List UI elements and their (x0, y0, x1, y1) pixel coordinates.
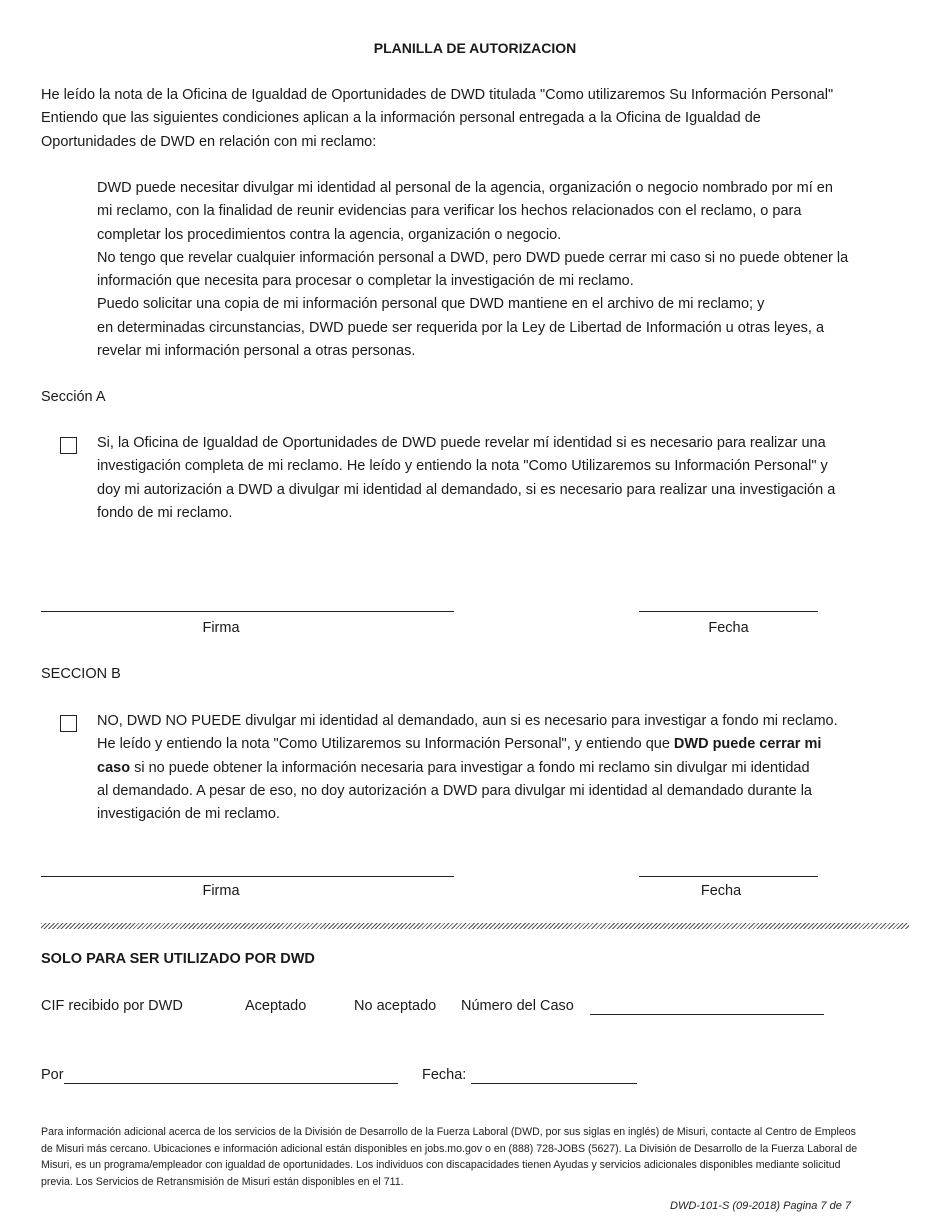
footer-line: previa. Los Servicios de Retransmisión de Misuri están disponibles en el 711. (41, 1175, 404, 1188)
section-b-date-label: Fecha (700, 883, 742, 899)
footer-line: de Misuri más cercano. Ubicaciones e información adicional están disponibles en jobs.mo.gov o en (888) 728-JOBS (5627). La División de Desarrollo de la Fuerza Laboral de (41, 1142, 858, 1155)
section-b-line: NO, DWD NO PUEDE divulgar mi identidad al demandado, aun si es necesario para investigar a fondo mi reclamo. (97, 713, 838, 729)
condition-line: No tengo que revelar cualquier información personal a DWD, pero DWD puede cerrar mi caso si no puede obtener la (97, 249, 849, 266)
office-date-label: Fecha: (422, 1067, 467, 1083)
section-b-heading: SECCION B (41, 666, 121, 682)
form-number: DWD-101-S (09-2018) Pagina 7 de 7 (670, 1200, 851, 1212)
condition-line: revelar mi información personal a otras personas. (97, 343, 416, 360)
footer-line: Para información adicional acerca de los servicios de la División de Desarrollo de la Fuerza Laboral (DWD, por sus siglas en inglés) de Misuri, contacte al Centro de Empleos (41, 1126, 856, 1138)
section-a-date-label: Fecha (708, 620, 749, 636)
case-number-label: Número del Caso (461, 998, 574, 1014)
section-b-line (97, 733, 917, 756)
section-a-heading: Sección A (41, 389, 106, 405)
condition-line: en determinadas circunstancias, DWD puede ser requerida por la Ley de Libertad de Información u otras leyes, a (97, 319, 825, 336)
case-number-field[interactable] (590, 998, 824, 1015)
condition-line: mi reclamo, con la finalidad de reunir evidencias para verificar los hechos relacionados con el reclamo, o para (97, 203, 802, 220)
section-b-line: al demandado. A pesar de eso, no doy autorización a DWD para divulgar mi identidad al demandado durante la (97, 782, 812, 799)
by-field[interactable] (64, 1067, 398, 1084)
by-label: Por (41, 1067, 64, 1083)
not-accepted-option[interactable]: No aceptado (354, 998, 437, 1014)
section-b-bold-span: DWD puede cerrar mi (673, 736, 822, 753)
section-b-text-span: si no puede obtener la información necesaria para investigar a fondo mi reclamo sin divulgar mi identidad (130, 759, 810, 776)
section-a-signature-line[interactable] (41, 611, 454, 612)
conditions-list (97, 177, 917, 363)
office-date-field[interactable] (471, 1067, 637, 1084)
condition-line: Puedo solicitar una copia de mi información personal que DWD mantiene en el archivo de mi reclamo; y (97, 296, 765, 313)
hatched-divider (41, 923, 909, 929)
section-b-line: investigación de mi reclamo. (97, 806, 280, 823)
accepted-option[interactable]: Aceptado (245, 998, 307, 1014)
section-b-text-span: He leído y entiendo la nota "Como Utilizaremos su Información Personal", y entiendo que (97, 736, 674, 753)
section-a-checkbox[interactable] (60, 437, 77, 454)
intro-line: Oportunidades de DWD en relación con mi reclamo: (41, 133, 377, 150)
footer-line: Misuri, es un programa/empleador con igualdad de oportunidades. Los individuos con discapacidades tienen Ayudas y servicios adicionales disponibles mediante solicitud (41, 1159, 841, 1171)
condition-line: completar los procedimientos contra la agencia, organización o negocio. (97, 226, 562, 243)
intro-line: Entiendo que las siguientes condiciones aplican a la información personal entregada a la Oficina de Igualdad de (41, 110, 761, 127)
section-b-signature-label: Firma (202, 883, 240, 899)
intro-line: He leído la nota de la Oficina de Igualdad de Oportunidades de DWD titulada "Como utilizaremos Su Información Personal" (41, 87, 834, 103)
section-b-date-line[interactable] (639, 876, 818, 877)
page-title: PLANILLA DE AUTORIZACION (373, 40, 577, 56)
section-b-checkbox[interactable] (60, 715, 77, 732)
condition-line: DWD puede necesitar divulgar mi identidad al personal de la agencia, organización o negocio nombrado por mí en (97, 180, 833, 196)
section-a-line: doy mi autorización a DWD a divulgar mi identidad al demandado, si es necesario para realizar una investigación a (97, 481, 836, 498)
section-a-line: Si, la Oficina de Igualdad de Oportunidades de DWD puede revelar mí identidad si es necesario para realizar una (97, 435, 826, 451)
intro-paragraph (41, 84, 911, 154)
footer-notice (41, 1124, 911, 1190)
section-a-text (97, 432, 917, 525)
section-b-line (97, 757, 917, 780)
section-a-line: fondo de mi reclamo. (97, 504, 233, 521)
section-b-bold-span: caso (97, 759, 131, 776)
section-b-text (97, 710, 917, 826)
section-a-line: investigación completa de mi reclamo. He leído y entiendo la nota "Como Utilizaremos su Información Personal" y (97, 458, 828, 475)
cif-received-label: CIF recibido por DWD (41, 998, 183, 1014)
condition-line: información que necesita para procesar o completar la investigación de mi reclamo. (97, 273, 634, 290)
section-a-signature-label: Firma (202, 620, 240, 636)
section-b-signature-line[interactable] (41, 876, 454, 877)
office-use-heading: SOLO PARA SER UTILIZADO POR DWD (41, 951, 315, 967)
section-a-date-line[interactable] (639, 611, 818, 612)
